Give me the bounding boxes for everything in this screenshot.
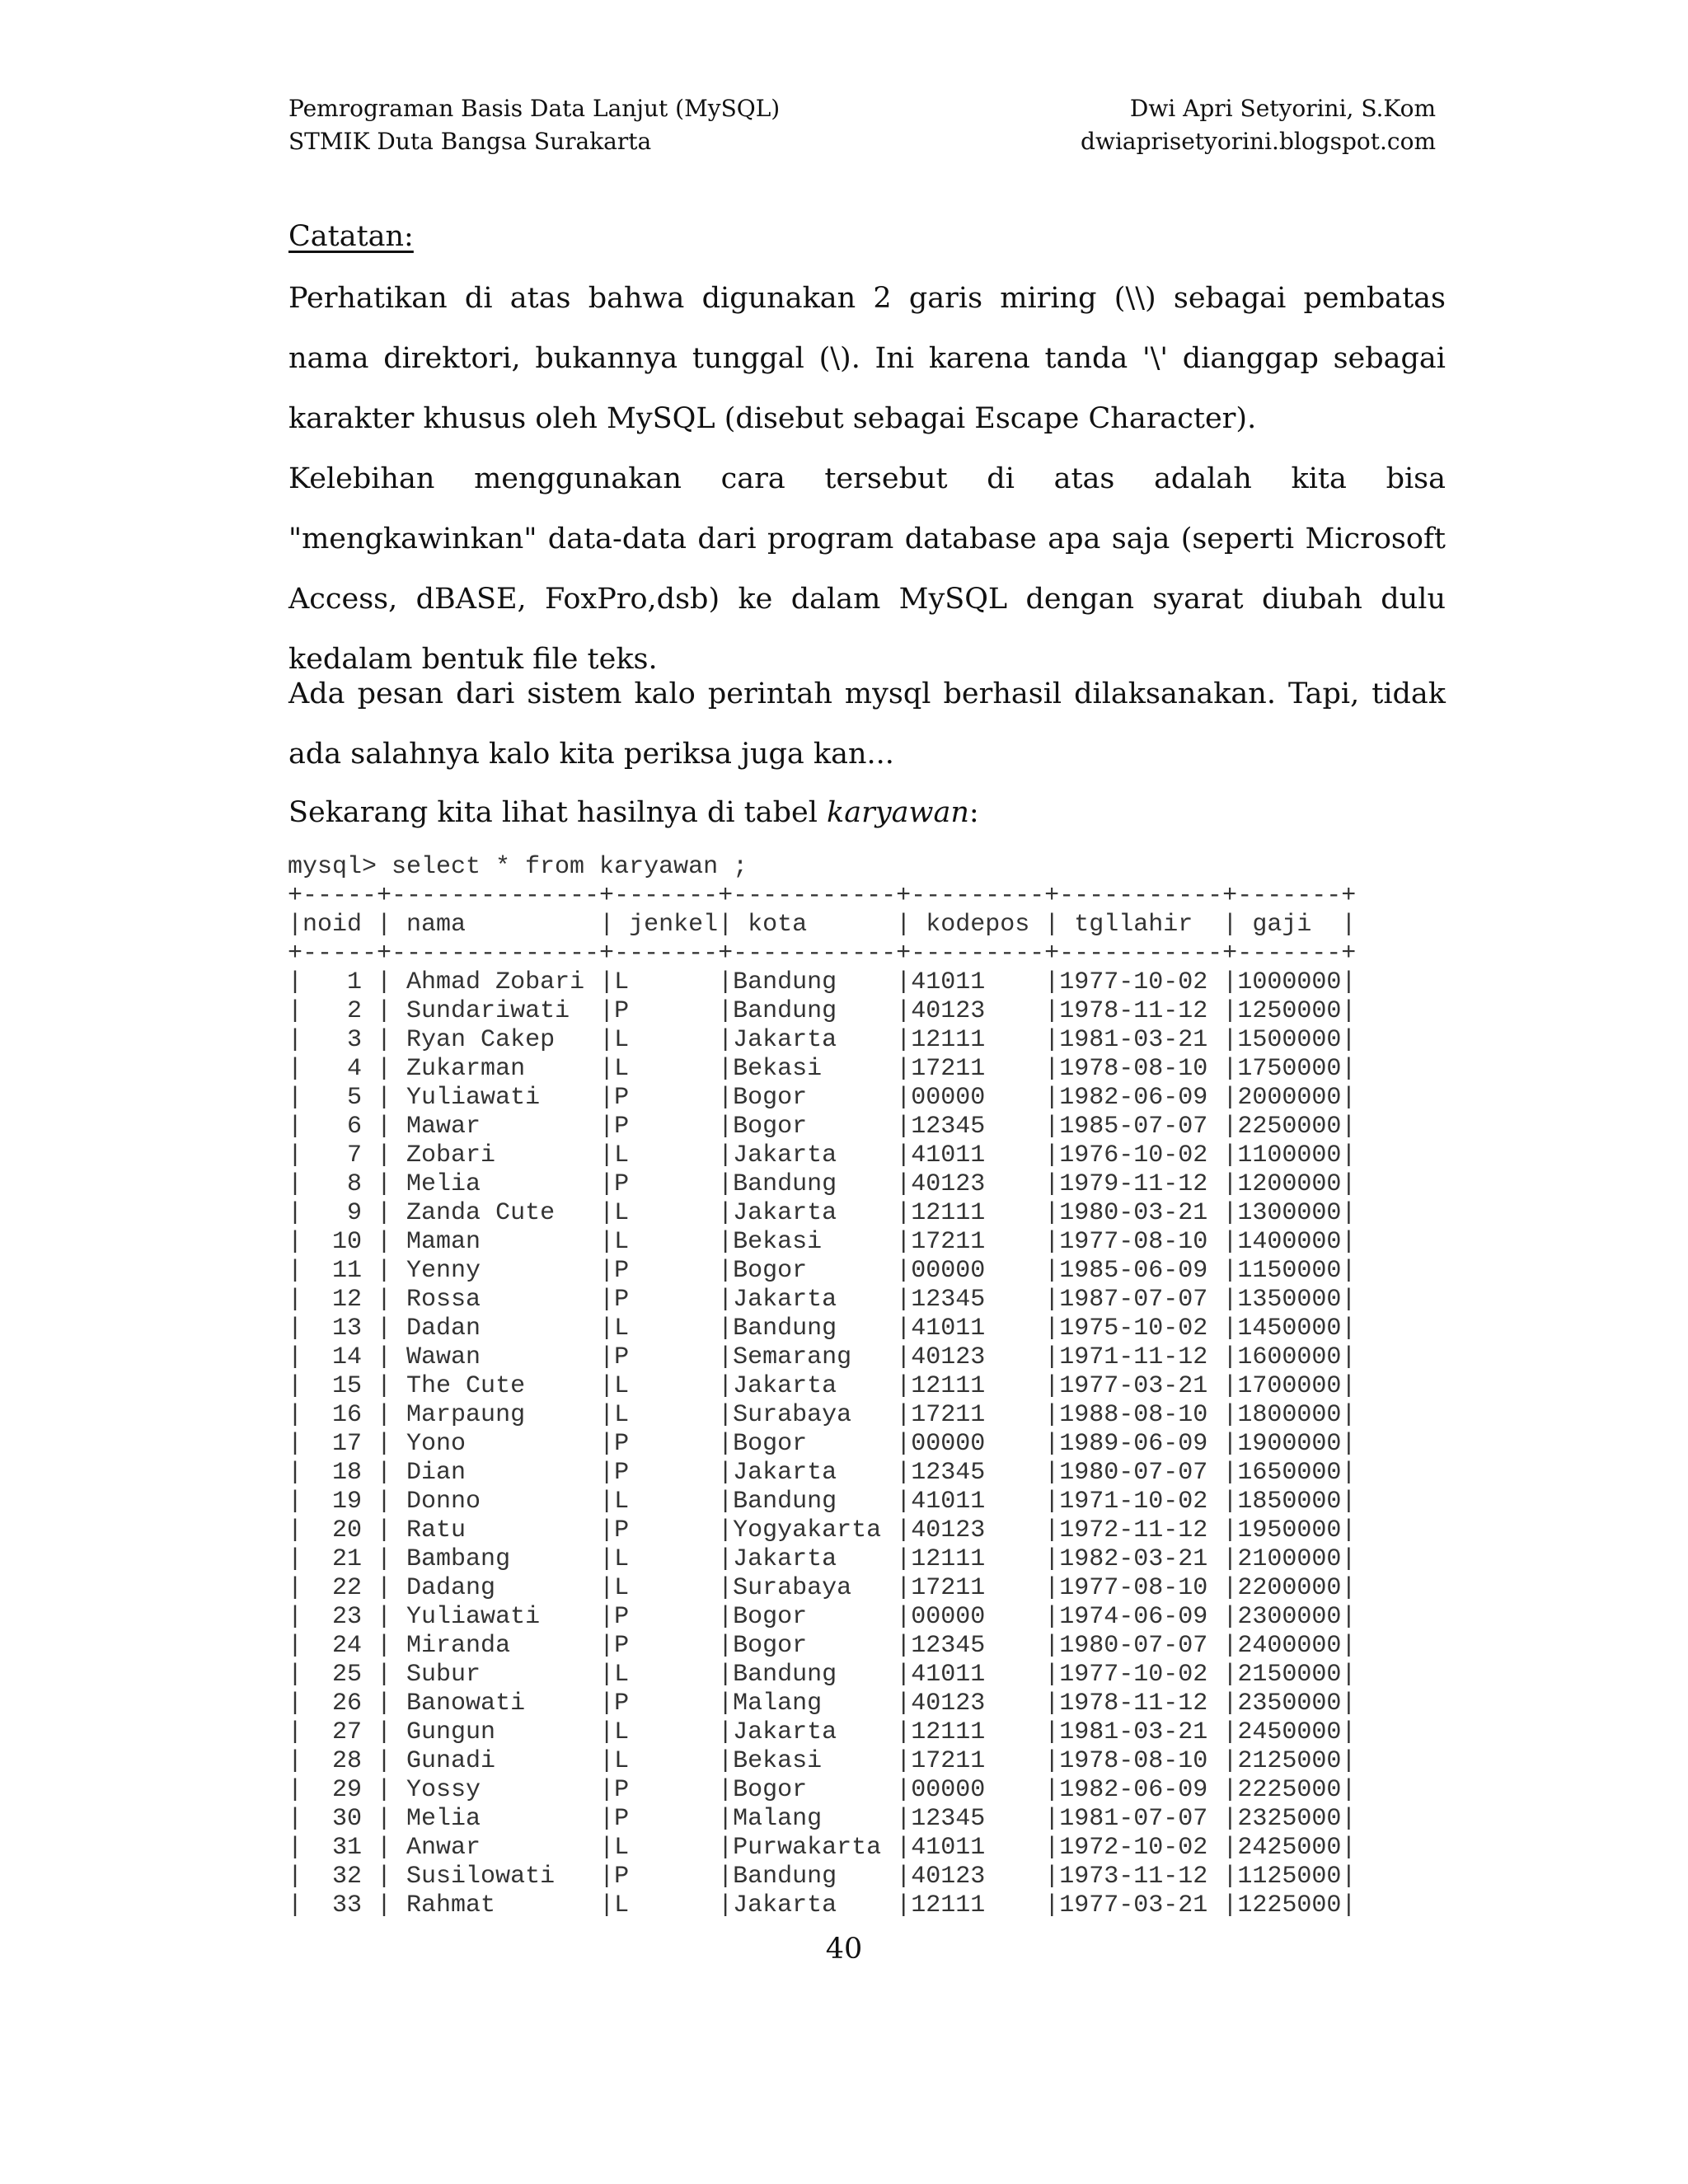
cell-gaji: 2400000 bbox=[1237, 1632, 1342, 1660]
cell-kota: Bandung bbox=[733, 968, 897, 996]
cell-kodepos: 00000 bbox=[911, 1084, 1045, 1112]
cell-tgllahir: 1982-06-09 bbox=[1059, 1776, 1223, 1804]
cell-gaji: 1900000 bbox=[1237, 1430, 1342, 1458]
cell-noid: 6 bbox=[302, 1113, 377, 1141]
table-row: | 21 | Bambang |L |Jakarta |12111 |1982-03-21 |2100000| bbox=[288, 1545, 1357, 1573]
table-row: | 5 | Yuliawati |P |Bogor |00000 |1982-06-09 |2000000| bbox=[288, 1084, 1357, 1112]
cell-jenkel: L bbox=[614, 1834, 719, 1862]
cell-jenkel: L bbox=[614, 1055, 719, 1083]
cell-jenkel: L bbox=[614, 1228, 719, 1256]
cell-nama: Melia bbox=[406, 1170, 600, 1198]
cell-jenkel: L bbox=[614, 1315, 719, 1343]
cell-gaji: 1600000 bbox=[1237, 1343, 1342, 1371]
cell-kodepos: 12345 bbox=[911, 1632, 1045, 1660]
cell-noid: 11 bbox=[302, 1257, 377, 1285]
table-row: | 13 | Dadan |L |Bandung |41011 |1975-10-02 |1450000| bbox=[288, 1315, 1357, 1343]
cell-kodepos: 41011 bbox=[911, 968, 1045, 996]
cell-noid: 8 bbox=[302, 1170, 377, 1198]
table-row: | 16 | Marpaung |L |Surabaya |17211 |1988-08-10 |1800000| bbox=[288, 1401, 1357, 1429]
column-header-nama: nama bbox=[392, 911, 600, 939]
cell-noid: 26 bbox=[302, 1690, 377, 1718]
cell-noid: 9 bbox=[302, 1199, 377, 1227]
table-row: | 22 | Dadang |L |Surabaya |17211 |1977-08-10 |2200000| bbox=[288, 1574, 1357, 1602]
cell-tgllahir: 1981-03-21 bbox=[1059, 1718, 1223, 1746]
cell-nama: Gunadi bbox=[406, 1747, 600, 1775]
table-row: | 18 | Dian |P |Jakarta |12345 |1980-07-07 |1650000| bbox=[288, 1459, 1357, 1487]
cell-kota: Bandung bbox=[733, 1315, 897, 1343]
cell-noid: 24 bbox=[302, 1632, 377, 1660]
table-row: | 2 | Sundariwati |P |Bandung |40123 |1978-11-12 |1250000| bbox=[288, 997, 1357, 1025]
cell-nama: Yenny bbox=[406, 1257, 600, 1285]
paragraph-escape-note: Perhatikan di atas bahwa digunakan 2 garis miring (\\) sebagai pembatas nama direktori, bukannya tunggal (\). Ini karena tanda '\' dianggap sebagai karakter khusus oleh MySQL (disebut sebagai Escape Character). bbox=[288, 282, 1446, 435]
column-header-kodepos: kodepos bbox=[911, 911, 1045, 939]
cell-noid: 16 bbox=[302, 1401, 377, 1429]
paragraph-see-result-block bbox=[288, 783, 1446, 843]
cell-kota: Purwakarta bbox=[733, 1834, 897, 1862]
cell-gaji: 1850000 bbox=[1237, 1488, 1342, 1516]
catatan-heading: Catatan: bbox=[288, 220, 414, 253]
cell-kota: Bekasi bbox=[733, 1055, 897, 1083]
cell-noid: 18 bbox=[302, 1459, 377, 1487]
cell-tgllahir: 1980-07-07 bbox=[1059, 1459, 1223, 1487]
cell-tgllahir: 1971-11-12 bbox=[1059, 1343, 1223, 1371]
cell-kodepos: 00000 bbox=[911, 1603, 1045, 1631]
cell-tgllahir: 1977-10-02 bbox=[1059, 968, 1223, 996]
cell-kodepos: 12111 bbox=[911, 1891, 1045, 1919]
table-row: | 3 | Ryan Cakep |L |Jakarta |12111 |1981-03-21 |1500000| bbox=[288, 1026, 1357, 1054]
cell-gaji: 1450000 bbox=[1237, 1315, 1342, 1343]
cell-gaji: 2100000 bbox=[1237, 1545, 1342, 1573]
paragraph-system-message: Ada pesan dari sistem kalo perintah mysql berhasil dilaksanakan. Tapi, tidak ada salahnya kalo kita periksa juga kan... bbox=[288, 677, 1446, 771]
cell-nama: Anwar bbox=[406, 1834, 600, 1862]
table-row: | 30 | Melia |P |Malang |12345 |1981-07-07 |2325000| bbox=[288, 1805, 1357, 1833]
cell-kodepos: 12111 bbox=[911, 1199, 1045, 1227]
cell-nama: Yossy bbox=[406, 1776, 600, 1804]
cell-gaji: 1300000 bbox=[1237, 1199, 1342, 1227]
cell-tgllahir: 1977-03-21 bbox=[1059, 1372, 1223, 1400]
cell-tgllahir: 1977-08-10 bbox=[1059, 1228, 1223, 1256]
cell-kodepos: 41011 bbox=[911, 1488, 1045, 1516]
cell-gaji: 2250000 bbox=[1237, 1113, 1342, 1141]
cell-tgllahir: 1985-07-07 bbox=[1059, 1113, 1223, 1141]
cell-nama: Sundariwati bbox=[406, 997, 600, 1025]
cell-noid: 3 bbox=[302, 1026, 377, 1054]
cell-nama: Gungun bbox=[406, 1718, 600, 1746]
table-row: | 1 | Ahmad Zobari |L |Bandung |41011 |1977-10-02 |1000000| bbox=[288, 968, 1357, 996]
cell-noid: 23 bbox=[302, 1603, 377, 1631]
cell-kota: Bogor bbox=[733, 1257, 897, 1285]
cell-kodepos: 12111 bbox=[911, 1545, 1045, 1573]
cell-jenkel: P bbox=[614, 1805, 719, 1833]
cell-nama: Dadan bbox=[406, 1315, 600, 1343]
cell-tgllahir: 1978-08-10 bbox=[1059, 1055, 1223, 1083]
table-row: | 20 | Ratu |P |Yogyakarta |40123 |1972-11-12 |1950000| bbox=[288, 1516, 1357, 1544]
cell-gaji: 2125000 bbox=[1237, 1747, 1342, 1775]
cell-jenkel: L bbox=[614, 1026, 719, 1054]
cell-kota: Bandung bbox=[733, 997, 897, 1025]
table-row: | 9 | Zanda Cute |L |Jakarta |12111 |1980-03-21 |1300000| bbox=[288, 1199, 1357, 1227]
cell-kota: Bekasi bbox=[733, 1747, 897, 1775]
cell-nama: Ratu bbox=[406, 1516, 600, 1544]
cell-nama: Susilowati bbox=[406, 1863, 600, 1891]
cell-jenkel: L bbox=[614, 968, 719, 996]
cell-gaji: 1100000 bbox=[1237, 1141, 1342, 1169]
cell-gaji: 2200000 bbox=[1237, 1574, 1342, 1602]
cell-tgllahir: 1981-07-07 bbox=[1059, 1805, 1223, 1833]
cell-kota: Jakarta bbox=[733, 1141, 897, 1169]
cell-kodepos: 40123 bbox=[911, 1343, 1045, 1371]
cell-kota: Bandung bbox=[733, 1661, 897, 1689]
header-row-1 bbox=[288, 92, 1436, 125]
cell-jenkel: P bbox=[614, 1632, 719, 1660]
column-header-kota: kota bbox=[733, 911, 897, 939]
cell-noid: 25 bbox=[302, 1661, 377, 1689]
page-number: 40 bbox=[825, 1933, 863, 1966]
table-row: | 25 | Subur |L |Bandung |41011 |1977-10-02 |2150000| bbox=[288, 1661, 1357, 1689]
cell-tgllahir: 1979-11-12 bbox=[1059, 1170, 1223, 1198]
cell-gaji: 1350000 bbox=[1237, 1286, 1342, 1314]
cell-kota: Bogor bbox=[733, 1430, 897, 1458]
cell-gaji: 1650000 bbox=[1237, 1459, 1342, 1487]
cell-tgllahir: 1974-06-09 bbox=[1059, 1603, 1223, 1631]
cell-noid: 29 bbox=[302, 1776, 377, 1804]
cell-tgllahir: 1971-10-02 bbox=[1059, 1488, 1223, 1516]
cell-jenkel: P bbox=[614, 1286, 719, 1314]
cell-noid: 10 bbox=[302, 1228, 377, 1256]
cell-kodepos: 17211 bbox=[911, 1574, 1045, 1602]
cell-kota: Bogor bbox=[733, 1113, 897, 1141]
cell-noid: 12 bbox=[302, 1286, 377, 1314]
cell-nama: Yono bbox=[406, 1430, 600, 1458]
cell-noid: 31 bbox=[302, 1834, 377, 1862]
cell-tgllahir: 1981-03-21 bbox=[1059, 1026, 1223, 1054]
cell-kota: Bandung bbox=[733, 1863, 897, 1891]
cell-kota: Bekasi bbox=[733, 1228, 897, 1256]
header-blog: dwiaprisetyorini.blogspot.com bbox=[1081, 128, 1436, 155]
cell-jenkel: L bbox=[614, 1718, 719, 1746]
cell-jenkel: P bbox=[614, 1776, 719, 1804]
cell-gaji: 1400000 bbox=[1237, 1228, 1342, 1256]
column-header-tgllahir: tgllahir bbox=[1059, 911, 1223, 939]
cell-jenkel: P bbox=[614, 1257, 719, 1285]
cell-jenkel: P bbox=[614, 997, 719, 1025]
cell-kota: Bogor bbox=[733, 1632, 897, 1660]
cell-jenkel: P bbox=[614, 1603, 719, 1631]
table-row: | 12 | Rossa |P |Jakarta |12345 |1987-07-07 |1350000| bbox=[288, 1286, 1357, 1314]
cell-kodepos: 17211 bbox=[911, 1228, 1045, 1256]
mysql-command: mysql> select * from karyawan ; bbox=[288, 853, 748, 881]
cell-nama: Ryan Cakep bbox=[406, 1026, 600, 1054]
table-row: | 6 | Mawar |P |Bogor |12345 |1985-07-07 |2250000| bbox=[288, 1113, 1357, 1141]
cell-kodepos: 41011 bbox=[911, 1315, 1045, 1343]
cell-gaji: 2425000 bbox=[1237, 1834, 1342, 1862]
cell-nama: Yuliawati bbox=[406, 1603, 600, 1631]
cell-jenkel: L bbox=[614, 1401, 719, 1429]
table-row: | 17 | Yono |P |Bogor |00000 |1989-06-09 |1900000| bbox=[288, 1430, 1357, 1458]
see-result-text: Sekarang kita lihat hasilnya di tabel bbox=[288, 796, 828, 829]
cell-gaji: 1000000 bbox=[1237, 968, 1342, 996]
cell-tgllahir: 1978-11-12 bbox=[1059, 997, 1223, 1025]
cell-kota: Bandung bbox=[733, 1170, 897, 1198]
table-border-top: +-----+--------------+-------+-----------+---------+-----------+-------+ bbox=[288, 882, 1357, 910]
cell-noid: 5 bbox=[302, 1084, 377, 1112]
cell-gaji: 1950000 bbox=[1237, 1516, 1342, 1544]
cell-tgllahir: 1978-11-12 bbox=[1059, 1690, 1223, 1718]
table-row: | 4 | Zukarman |L |Bekasi |17211 |1978-08-10 |1750000| bbox=[288, 1055, 1357, 1083]
cell-jenkel: P bbox=[614, 1516, 719, 1544]
cell-noid: 27 bbox=[302, 1718, 377, 1746]
cell-noid: 14 bbox=[302, 1343, 377, 1371]
cell-noid: 22 bbox=[302, 1574, 377, 1602]
paragraph-advantage: Kelebihan menggunakan cara tersebut di atas adalah kita bisa "mengkawinkan" data-data dari program database apa saja (seperti Microsoft Access, dBASE, FoxPro,dsb) ke dalam MySQL dengan syarat diubah dulu kedalam bentuk file teks. bbox=[288, 462, 1446, 676]
table-name-italic: karyawan bbox=[827, 796, 969, 829]
cell-kota: Yogyakarta bbox=[733, 1516, 897, 1544]
cell-kodepos: 17211 bbox=[911, 1747, 1045, 1775]
cell-noid: 21 bbox=[302, 1545, 377, 1573]
table-row: | 27 | Gungun |L |Jakarta |12111 |1981-03-21 |2450000| bbox=[288, 1718, 1357, 1746]
cell-kota: Malang bbox=[733, 1690, 897, 1718]
table-header-row: |noid | nama | jenkel| kota | kodepos | tgllahir | gaji | bbox=[288, 911, 1357, 939]
cell-noid: 15 bbox=[302, 1372, 377, 1400]
cell-tgllahir: 1972-11-12 bbox=[1059, 1516, 1223, 1544]
cell-jenkel: L bbox=[614, 1574, 719, 1602]
cell-gaji: 1500000 bbox=[1237, 1026, 1342, 1054]
cell-jenkel: P bbox=[614, 1113, 719, 1141]
see-result-colon: : bbox=[968, 796, 979, 829]
cell-gaji: 1700000 bbox=[1237, 1372, 1342, 1400]
cell-noid: 28 bbox=[302, 1747, 377, 1775]
cell-nama: Mawar bbox=[406, 1113, 600, 1141]
cell-tgllahir: 1985-06-09 bbox=[1059, 1257, 1223, 1285]
cell-kodepos: 12111 bbox=[911, 1372, 1045, 1400]
header-course-title: Pemrograman Basis Data Lanjut (MySQL) bbox=[288, 95, 781, 122]
cell-kota: Semarang bbox=[733, 1343, 897, 1371]
cell-nama: Wawan bbox=[406, 1343, 600, 1371]
table-row: | 10 | Maman |L |Bekasi |17211 |1977-08-10 |1400000| bbox=[288, 1228, 1357, 1256]
cell-gaji: 2350000 bbox=[1237, 1690, 1342, 1718]
table-border-header: +-----+--------------+-------+-----------+---------+-----------+-------+ bbox=[288, 940, 1357, 968]
cell-nama: Banowati bbox=[406, 1690, 600, 1718]
cell-tgllahir: 1989-06-09 bbox=[1059, 1430, 1223, 1458]
cell-tgllahir: 1980-03-21 bbox=[1059, 1199, 1223, 1227]
cell-gaji: 1250000 bbox=[1237, 997, 1342, 1025]
cell-nama: Ahmad Zobari bbox=[406, 968, 600, 996]
cell-nama: Dadang bbox=[406, 1574, 600, 1602]
cell-kota: Jakarta bbox=[733, 1718, 897, 1746]
cell-kodepos: 40123 bbox=[911, 1690, 1045, 1718]
table-row: | 7 | Zobari |L |Jakarta |41011 |1976-10-02 |1100000| bbox=[288, 1141, 1357, 1169]
cell-kodepos: 12345 bbox=[911, 1459, 1045, 1487]
cell-tgllahir: 1978-08-10 bbox=[1059, 1747, 1223, 1775]
cell-nama: Rahmat bbox=[406, 1891, 600, 1919]
table-row: | 11 | Yenny |P |Bogor |00000 |1985-06-09 |1150000| bbox=[288, 1257, 1357, 1285]
cell-jenkel: P bbox=[614, 1863, 719, 1891]
table-row: | 14 | Wawan |P |Semarang |40123 |1971-11-12 |1600000| bbox=[288, 1343, 1357, 1371]
cell-kota: Jakarta bbox=[733, 1459, 897, 1487]
cell-gaji: 1800000 bbox=[1237, 1401, 1342, 1429]
cell-nama: Yuliawati bbox=[406, 1084, 600, 1112]
cell-kodepos: 40123 bbox=[911, 1170, 1045, 1198]
cell-kodepos: 40123 bbox=[911, 997, 1045, 1025]
cell-jenkel: L bbox=[614, 1488, 719, 1516]
cell-jenkel: L bbox=[614, 1891, 719, 1919]
cell-tgllahir: 1982-03-21 bbox=[1059, 1545, 1223, 1573]
cell-jenkel: P bbox=[614, 1084, 719, 1112]
cell-nama: Bambang bbox=[406, 1545, 600, 1573]
cell-kota: Bogor bbox=[733, 1776, 897, 1804]
table-row: | 31 | Anwar |L |Purwakarta |41011 |1972-10-02 |2425000| bbox=[288, 1834, 1357, 1862]
cell-gaji: 2300000 bbox=[1237, 1603, 1342, 1631]
cell-kota: Malang bbox=[733, 1805, 897, 1833]
table-row: | 8 | Melia |P |Bandung |40123 |1979-11-12 |1200000| bbox=[288, 1170, 1357, 1198]
cell-kota: Surabaya bbox=[733, 1574, 897, 1602]
cell-kota: Bogor bbox=[733, 1084, 897, 1112]
table-row: | 19 | Donno |L |Bandung |41011 |1971-10-02 |1850000| bbox=[288, 1488, 1357, 1516]
cell-kodepos: 12345 bbox=[911, 1805, 1045, 1833]
cell-jenkel: L bbox=[614, 1545, 719, 1573]
cell-kodepos: 41011 bbox=[911, 1834, 1045, 1862]
cell-gaji: 2325000 bbox=[1237, 1805, 1342, 1833]
catatan-body bbox=[288, 269, 1446, 690]
cell-gaji: 2450000 bbox=[1237, 1718, 1342, 1746]
cell-tgllahir: 1988-08-10 bbox=[1059, 1401, 1223, 1429]
table-row: | 32 | Susilowati |P |Bandung |40123 |1973-11-12 |1125000| bbox=[288, 1863, 1357, 1891]
cell-nama: Marpaung bbox=[406, 1401, 600, 1429]
cell-jenkel: L bbox=[614, 1747, 719, 1775]
cell-kodepos: 41011 bbox=[911, 1141, 1045, 1169]
cell-kodepos: 00000 bbox=[911, 1430, 1045, 1458]
cell-kodepos: 12345 bbox=[911, 1286, 1045, 1314]
header-institution: STMIK Duta Bangsa Surakarta bbox=[288, 128, 652, 155]
cell-tgllahir: 1975-10-02 bbox=[1059, 1315, 1223, 1343]
mysql-query-output bbox=[288, 853, 1356, 1920]
cell-kodepos: 17211 bbox=[911, 1055, 1045, 1083]
cell-kota: Jakarta bbox=[733, 1891, 897, 1919]
cell-gaji: 2150000 bbox=[1237, 1661, 1342, 1689]
cell-noid: 33 bbox=[302, 1891, 377, 1919]
cell-jenkel: P bbox=[614, 1170, 719, 1198]
cell-jenkel: P bbox=[614, 1690, 719, 1718]
cell-noid: 13 bbox=[302, 1315, 377, 1343]
column-header-jenkel: jenkel bbox=[614, 911, 719, 939]
table-row: | 33 | Rahmat |L |Jakarta |12111 |1977-03-21 |1225000| bbox=[288, 1891, 1357, 1919]
cell-noid: 4 bbox=[302, 1055, 377, 1083]
cell-gaji: 1150000 bbox=[1237, 1257, 1342, 1285]
table-row: | 23 | Yuliawati |P |Bogor |00000 |1974-06-09 |2300000| bbox=[288, 1603, 1357, 1631]
cell-tgllahir: 1980-07-07 bbox=[1059, 1632, 1223, 1660]
cell-kodepos: 12111 bbox=[911, 1718, 1045, 1746]
cell-jenkel: L bbox=[614, 1199, 719, 1227]
cell-kodepos: 12345 bbox=[911, 1113, 1045, 1141]
cell-jenkel: P bbox=[614, 1430, 719, 1458]
cell-kota: Jakarta bbox=[733, 1372, 897, 1400]
cell-kota: Bandung bbox=[733, 1488, 897, 1516]
cell-nama: The Cute bbox=[406, 1372, 600, 1400]
paragraph-see-result bbox=[288, 783, 1446, 843]
cell-noid: 2 bbox=[302, 997, 377, 1025]
cell-noid: 1 bbox=[302, 968, 377, 996]
cell-kota: Surabaya bbox=[733, 1401, 897, 1429]
cell-gaji: 1125000 bbox=[1237, 1863, 1342, 1891]
header-row-2 bbox=[288, 125, 1436, 158]
cell-nama: Zanda Cute bbox=[406, 1199, 600, 1227]
cell-nama: Rossa bbox=[406, 1286, 600, 1314]
cell-gaji: 1750000 bbox=[1237, 1055, 1342, 1083]
cell-tgllahir: 1977-03-21 bbox=[1059, 1891, 1223, 1919]
cell-jenkel: P bbox=[614, 1459, 719, 1487]
cell-noid: 19 bbox=[302, 1488, 377, 1516]
cell-gaji: 1200000 bbox=[1237, 1170, 1342, 1198]
cell-kodepos: 41011 bbox=[911, 1661, 1045, 1689]
cell-kodepos: 40123 bbox=[911, 1863, 1045, 1891]
cell-kodepos: 12111 bbox=[911, 1026, 1045, 1054]
cell-gaji: 1225000 bbox=[1237, 1891, 1342, 1919]
cell-kodepos: 17211 bbox=[911, 1401, 1045, 1429]
cell-nama: Donno bbox=[406, 1488, 600, 1516]
column-header-noid: noid bbox=[302, 911, 377, 939]
cell-kodepos: 00000 bbox=[911, 1257, 1045, 1285]
cell-jenkel: P bbox=[614, 1343, 719, 1371]
cell-tgllahir: 1976-10-02 bbox=[1059, 1141, 1223, 1169]
cell-nama: Maman bbox=[406, 1228, 600, 1256]
table-row: | 29 | Yossy |P |Bogor |00000 |1982-06-09 |2225000| bbox=[288, 1776, 1357, 1804]
table-row: | 24 | Miranda |P |Bogor |12345 |1980-07-07 |2400000| bbox=[288, 1632, 1357, 1660]
table-row: | 15 | The Cute |L |Jakarta |12111 |1977-03-21 |1700000| bbox=[288, 1372, 1357, 1400]
paragraph-system-message-block bbox=[288, 664, 1446, 785]
cell-jenkel: L bbox=[614, 1661, 719, 1689]
cell-gaji: 2000000 bbox=[1237, 1084, 1342, 1112]
cell-nama: Dian bbox=[406, 1459, 600, 1487]
table-row: | 26 | Banowati |P |Malang |40123 |1978-11-12 |2350000| bbox=[288, 1690, 1357, 1718]
cell-tgllahir: 1977-10-02 bbox=[1059, 1661, 1223, 1689]
table-row: | 28 | Gunadi |L |Bekasi |17211 |1978-08-10 |2125000| bbox=[288, 1747, 1357, 1775]
cell-kota: Jakarta bbox=[733, 1545, 897, 1573]
cell-kota: Jakarta bbox=[733, 1286, 897, 1314]
cell-nama: Miranda bbox=[406, 1632, 600, 1660]
cell-nama: Zukarman bbox=[406, 1055, 600, 1083]
cell-tgllahir: 1972-10-02 bbox=[1059, 1834, 1223, 1862]
cell-noid: 20 bbox=[302, 1516, 377, 1544]
cell-tgllahir: 1982-06-09 bbox=[1059, 1084, 1223, 1112]
cell-tgllahir: 1977-08-10 bbox=[1059, 1574, 1223, 1602]
cell-nama: Subur bbox=[406, 1661, 600, 1689]
cell-jenkel: L bbox=[614, 1372, 719, 1400]
cell-gaji: 2225000 bbox=[1237, 1776, 1342, 1804]
cell-noid: 32 bbox=[302, 1863, 377, 1891]
cell-nama: Melia bbox=[406, 1805, 600, 1833]
cell-noid: 30 bbox=[302, 1805, 377, 1833]
column-header-gaji: gaji bbox=[1237, 911, 1342, 939]
page-header bbox=[288, 92, 1436, 158]
cell-tgllahir: 1973-11-12 bbox=[1059, 1863, 1223, 1891]
cell-kota: Jakarta bbox=[733, 1026, 897, 1054]
cell-kodepos: 00000 bbox=[911, 1776, 1045, 1804]
cell-kota: Bogor bbox=[733, 1603, 897, 1631]
cell-noid: 7 bbox=[302, 1141, 377, 1169]
cell-kota: Jakarta bbox=[733, 1199, 897, 1227]
cell-kodepos: 40123 bbox=[911, 1516, 1045, 1544]
cell-tgllahir: 1987-07-07 bbox=[1059, 1286, 1223, 1314]
cell-jenkel: L bbox=[614, 1141, 719, 1169]
cell-noid: 17 bbox=[302, 1430, 377, 1458]
cell-nama: Zobari bbox=[406, 1141, 600, 1169]
header-author: Dwi Apri Setyorini, S.Kom bbox=[1129, 95, 1436, 122]
